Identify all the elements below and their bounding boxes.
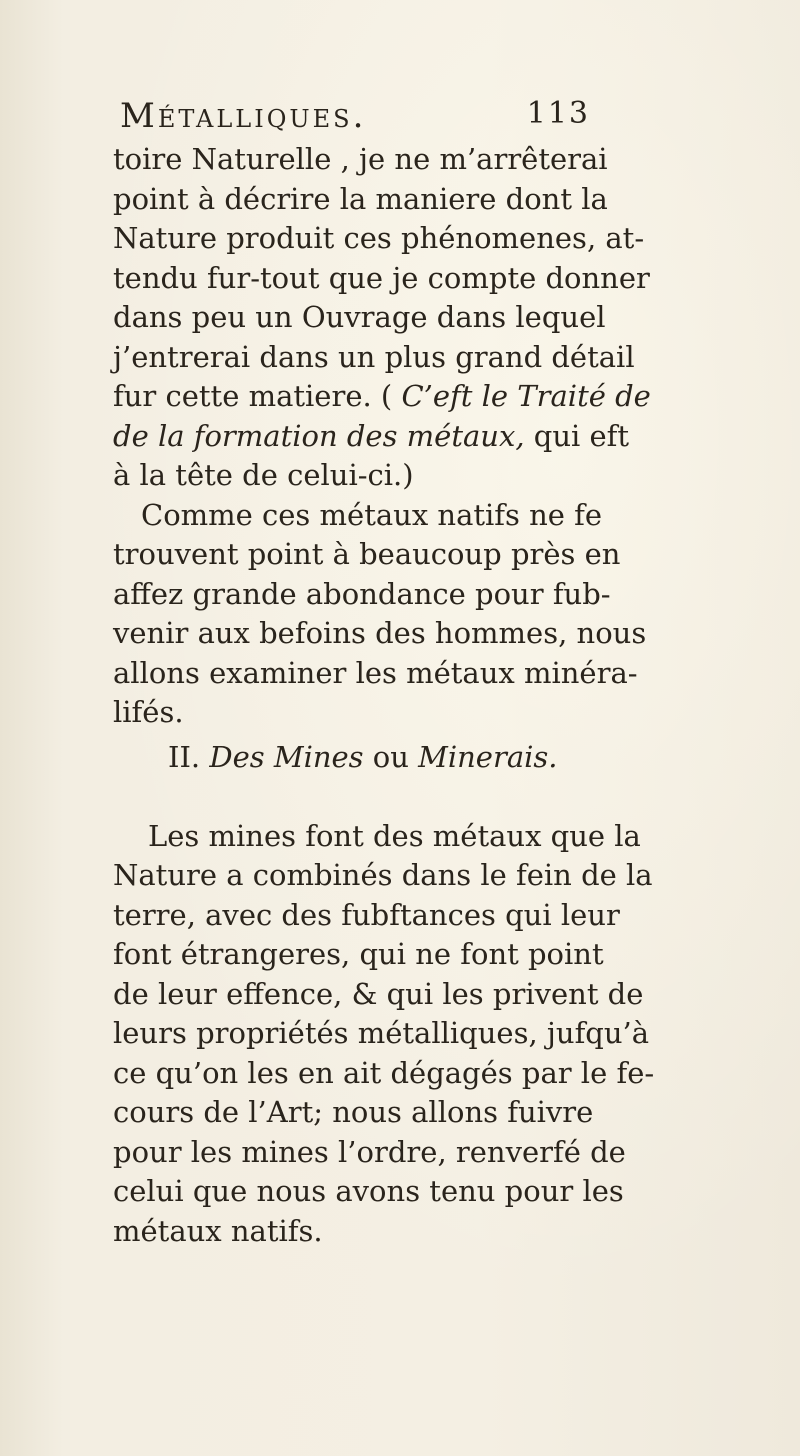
paragraph-1 [113, 140, 651, 496]
text-line: point à décrire la maniere dont la [113, 181, 608, 216]
text-line: Nature a combinés dans le fein de la [113, 858, 653, 892]
text-line: allons examiner les métaux minéra- [113, 655, 638, 690]
text-line: leurs propriétés métalliques, jufqu’à [113, 1016, 650, 1050]
text-fragment: fur cette matiere. ( [113, 379, 393, 413]
text-line: ce qu’on les en ait dégagés par le fe- [113, 1055, 655, 1090]
section-title-part: Minerais. [418, 739, 558, 774]
text-line: de leur effence, & qui les privent de [113, 976, 644, 1011]
text-line: trouvent point à beaucoup près en [113, 537, 621, 571]
text-line: Nature produit ces phénomenes, at- [113, 221, 645, 255]
text-line: Les mines font des métaux que la [148, 818, 641, 853]
text-line: tendu fur-tout que je compte donner [113, 260, 650, 295]
text-line: j’entrerai dans un plus grand détail [113, 339, 635, 374]
text-line: dans peu un Ouvrage dans lequel [113, 300, 606, 334]
text-line: métaux natifs. [113, 1213, 323, 1248]
section-heading [113, 733, 563, 793]
text-line: à la tête de celui-ci.) [113, 458, 414, 492]
running-title: Métalliques. [120, 96, 367, 136]
paragraph-3 [113, 817, 655, 1252]
text-line: lifés. [113, 695, 184, 729]
page-number: 113 [526, 96, 590, 131]
text-line: pour les mines l’ordre, renverfé de [113, 1134, 626, 1169]
page-header [120, 96, 590, 140]
text-line: cours de l’Art; nous allons fuivre [113, 1095, 594, 1129]
text-line: font étrangeres, qui ne font point [113, 937, 604, 971]
text-block [113, 140, 655, 1251]
text-line: toire Naturelle , je ne m’arrêterai [113, 142, 608, 176]
section-conjunction: ou [372, 739, 409, 774]
text-line: affez grande abondance pour fub- [113, 576, 611, 611]
text-line [113, 417, 630, 457]
italic-reference: de la formation des métaux, [113, 418, 525, 453]
text-line: Comme ces métaux natifs ne fe [141, 497, 603, 532]
section-number: II. [168, 739, 201, 774]
paragraph-2 [113, 496, 647, 733]
section-title-part: Des Mines [209, 739, 364, 774]
text-line: terre, avec des fubftances qui leur [113, 897, 620, 932]
text-line: celui que nous avons tenu pour les [113, 1174, 624, 1208]
italic-reference: C’eft le Traité de [401, 379, 651, 413]
text-line: venir aux befoins des hommes, nous [113, 616, 647, 650]
text-line [113, 377, 651, 417]
text-fragment: qui eft [533, 418, 630, 453]
spacer [113, 793, 563, 817]
